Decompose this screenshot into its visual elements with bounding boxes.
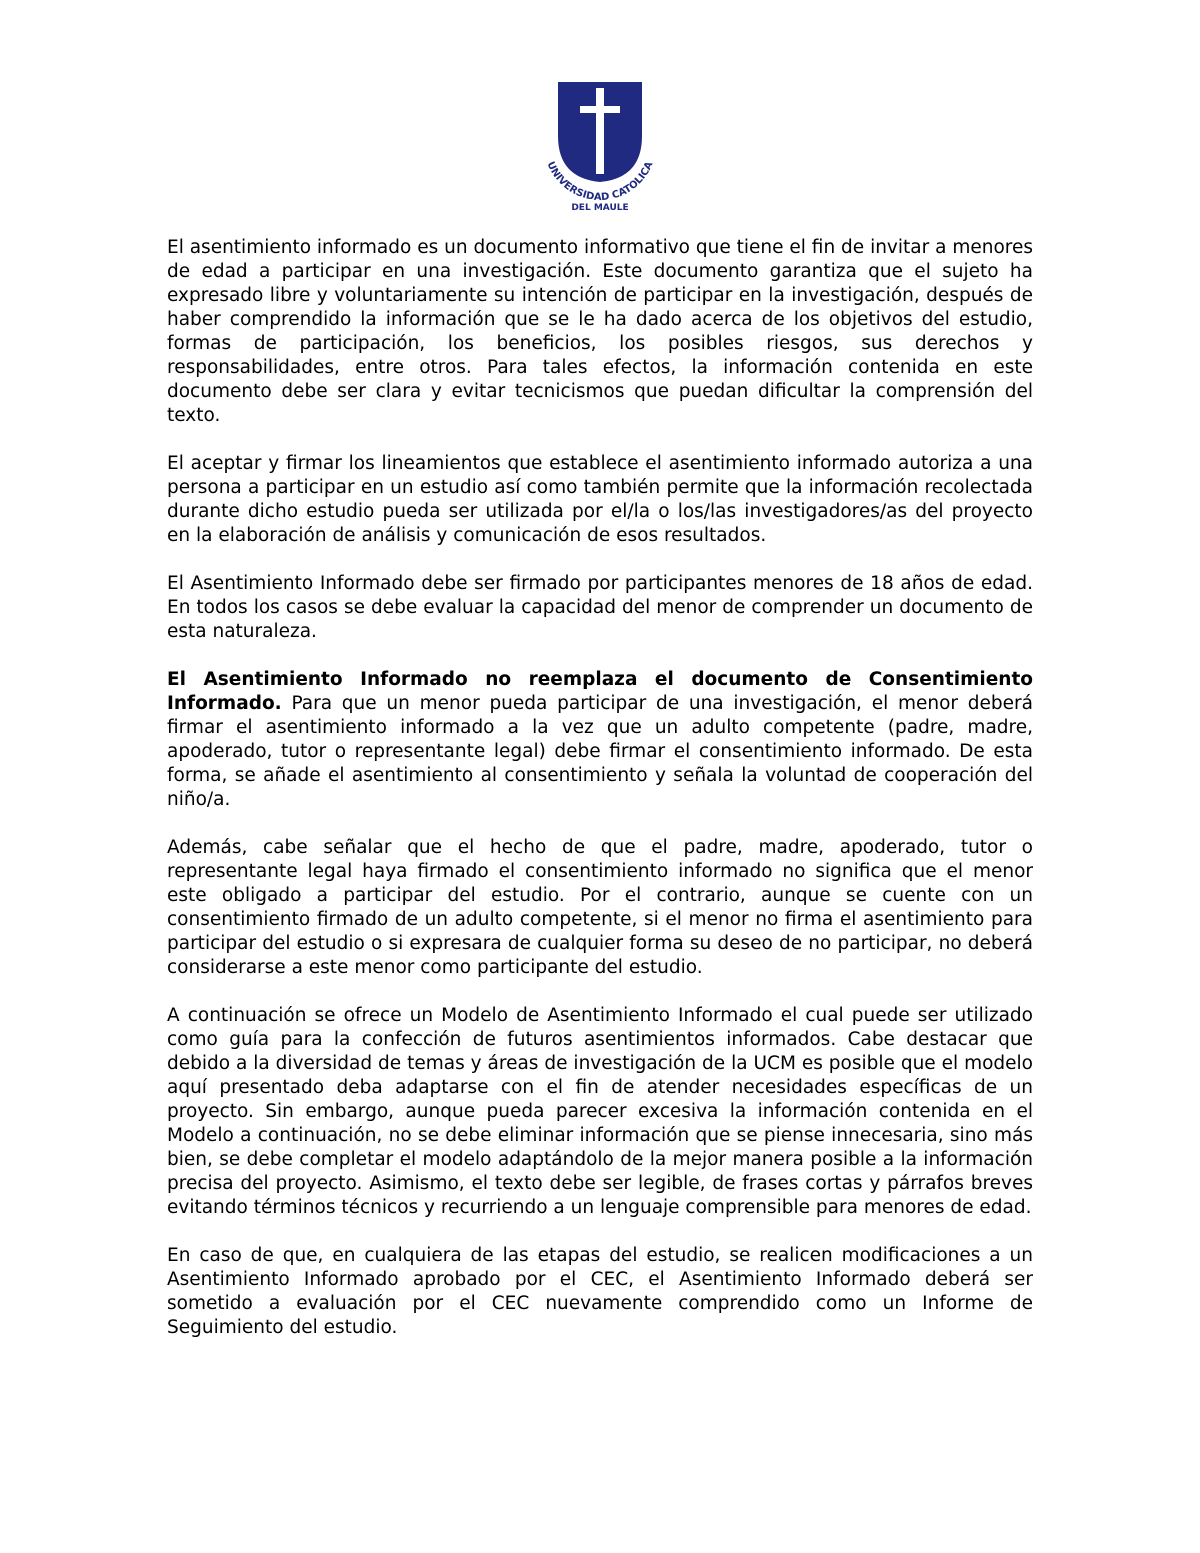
paragraph-4 — [167, 668, 1033, 812]
paragraph-5: Además, cabe señalar que el hecho de que el padre, madre, apoderado, tutor o representante legal haya firmado el consentimiento informado no significa que el menor este obligado a participar del estudio. Por el contrario, aunque se cuente con un consentimiento firmado de un adulto competente, si el menor no firma el asentimiento para participar del estudio o si expresara de cualquier forma su deseo de no participar, no deberá considerarse a este menor como participante del estudio. — [167, 837, 1033, 978]
document-body — [167, 236, 1033, 1364]
paragraph-3: El Asentimiento Informado debe ser firmado por participantes menores de 18 años de edad. En todos los casos se debe evaluar la capacidad del menor de comprender un documento de esta naturaleza. — [167, 573, 1033, 642]
logo-arc-text: UNIVERSIDAD CATOLICA — [544, 160, 656, 204]
paragraph-6: A continuación se ofrece un Modelo de Asentimiento Informado el cual puede ser utilizado como guía para la confección de futuros asentimientos informados. Cabe destacar que debido a la diversidad de temas y áreas de investigación de la UCM es posible que el modelo aquí presentado deba adaptarse con el fin de atender necesidades específicas de un proyecto. Sin embargo, aunque pueda parecer excesiva la información contenida en el Modelo a continuación, no se debe eliminar información que se piense innecesaria, sino más bien, se debe completar el modelo adaptándolo de la mejor manera posible a la información precisa del proyecto. Asimismo, el texto debe ser legible, de frases cortas y párrafos breves evitando términos técnicos y recurriendo a un lenguaje comprensible para menores de edad. — [167, 1005, 1033, 1218]
paragraph-1: El asentimiento informado es un documento informativo que tiene el fin de invitar a menores de edad a participar en una investigación. Este documento garantiza que el sujeto ha expresado libre y voluntariamente su intención de participar en la investigación, después de haber comprendido la información que se le ha dado acerca de los objetivos del estudio, formas de participación, los beneficios, los posibles riesgos, sus derechos y responsabilidades, entre otros. Para tales efectos, la información contenida en este documento debe ser clara y evitar tecnicismos que puedan dificultar la comprensión del texto. — [167, 237, 1033, 426]
paragraph-4-text: Para que un menor pueda participar de una investigación, el menor deberá firmar el asentimiento informado a la vez que un adulto competente (padre, madre, apoderado, tutor o representante legal) debe firmar el consentimiento informado. De esta forma, se añade el asentimiento al consentimiento y señala la voluntad de cooperación del niño/a. — [167, 693, 1033, 810]
logo-subtitle: DEL MAULE — [571, 203, 629, 213]
paragraph-4-bold: El Asentimiento Informado no reemplaza el documento de Consentimiento Informado. — [167, 669, 1033, 714]
university-logo — [538, 78, 662, 216]
paragraph-2: El aceptar y firmar los lineamientos que establece el asentimiento informado autoriza a una persona a participar en un estudio así como también permite que la información recolectada durante dicho estudio pueda ser utilizada por el/la o los/las investigadores/as del proyecto en la elaboración de análisis y comunicación de esos resultados. — [167, 453, 1033, 546]
paragraph-7: En caso de que, en cualquiera de las etapas del estudio, se realicen modificaciones a un Asentimiento Informado aprobado por el CEC, el Asentimiento Informado deberá ser sometido a evaluación por el CEC nuevamente comprendido como un Informe de Seguimiento del estudio. — [167, 1245, 1033, 1338]
